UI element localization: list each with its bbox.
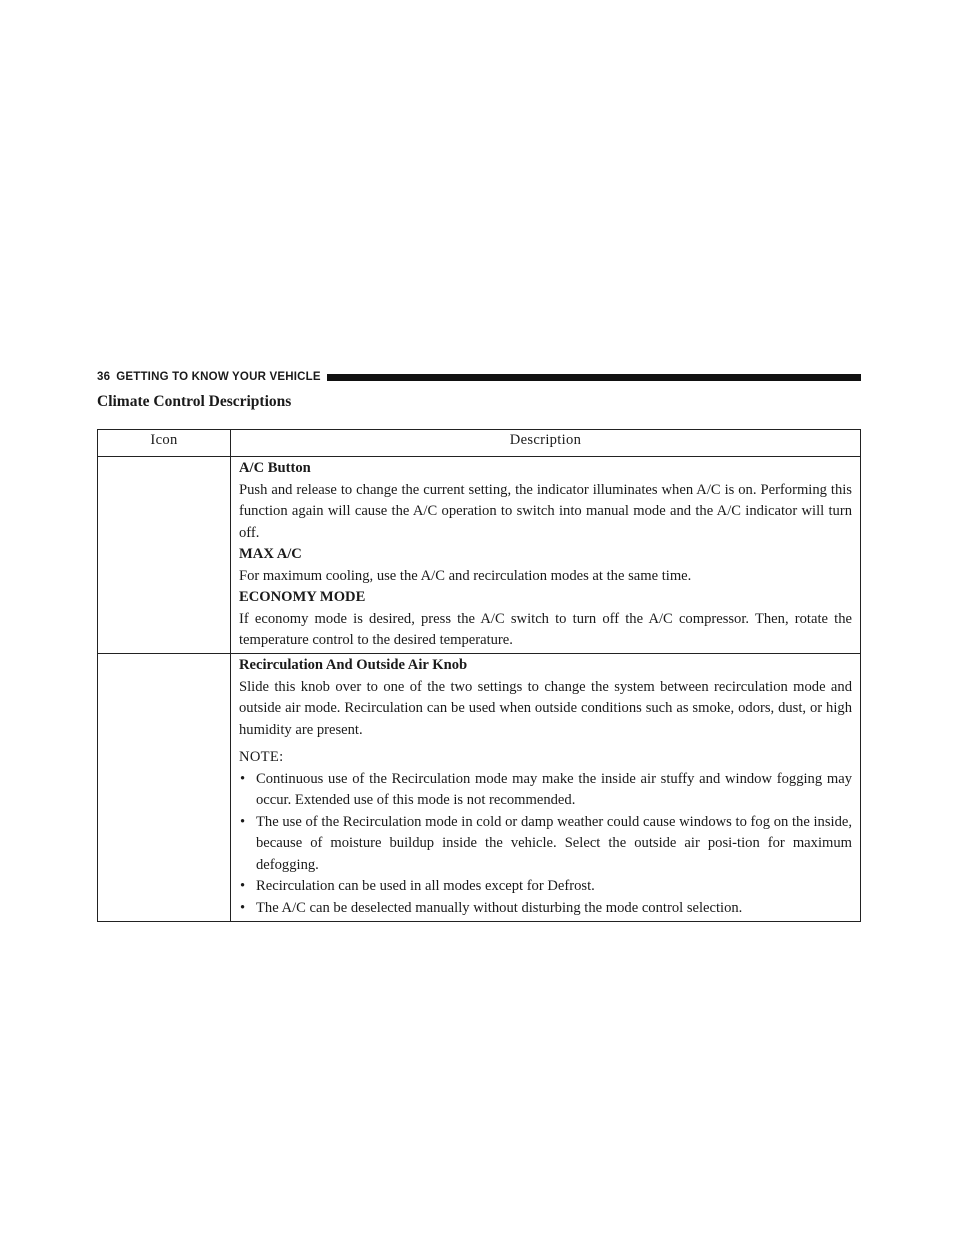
entry-text-economy-mode: If economy mode is desired, press the A/C switch to turn off the A/C compressor. Then, rotate the temperature control to the desired temperature.	[239, 610, 852, 648]
table-header-row	[98, 430, 861, 457]
entry-text-recirculation: Slide this knob over to one of the two settings to change the system between recirculation mode and outside air mode. Recirculation can be used when outside conditions such as smoke, odors, dust, or high humidity are present.	[239, 678, 852, 738]
list-item: • Recirculation can be used in all modes except for Defrost.	[239, 876, 852, 898]
table-row	[98, 654, 861, 922]
header-icon: Icon	[98, 430, 231, 457]
chapter-title: GETTING TO KNOW YOUR VEHICLE	[116, 371, 321, 383]
entry-text-ac-button: Push and release to change the current setting, the indicator illuminates when A/C is on. Performing this function again will cause the A/C operation to switch into manual mode and the A/C indicator will turn off.	[239, 481, 852, 541]
table-row	[98, 457, 861, 654]
header-description: Description	[231, 430, 861, 457]
icon-cell-ac	[98, 457, 231, 654]
page-header	[97, 368, 861, 386]
section-title: Climate Control Descriptions	[97, 393, 292, 410]
page-number: 36	[97, 371, 111, 383]
entry-title-economy-mode: ECONOMY MODE	[239, 589, 366, 605]
entry-title-max-ac: MAX A/C	[239, 546, 302, 562]
description-cell-ac	[231, 457, 861, 654]
description-cell-recirculation	[231, 654, 861, 922]
icon-cell-recirculation	[98, 654, 231, 922]
note-label: NOTE:	[239, 749, 284, 765]
entry-text-max-ac: For maximum cooling, use the A/C and recirculation modes at the same time.	[239, 567, 692, 584]
list-item: • Continuous use of the Recirculation mode may make the inside air stuffy and window fogging may occur. Extended use of this mode is not recommended.	[239, 769, 852, 812]
list-item: • The A/C can be deselected manually without disturbing the mode control selection.	[239, 898, 852, 920]
note-list	[239, 769, 852, 920]
header-rule	[327, 374, 861, 381]
climate-control-table	[97, 429, 861, 922]
entry-title-ac-button: A/C Button	[239, 460, 311, 476]
entry-title-recirculation: Recirculation And Outside Air Knob	[239, 657, 468, 673]
list-item: • The use of the Recirculation mode in cold or damp weather could cause windows to fog on the inside, because of moisture buildup inside the vehicle. Select the outside air posi-tion for maximum defogging.	[239, 812, 852, 877]
